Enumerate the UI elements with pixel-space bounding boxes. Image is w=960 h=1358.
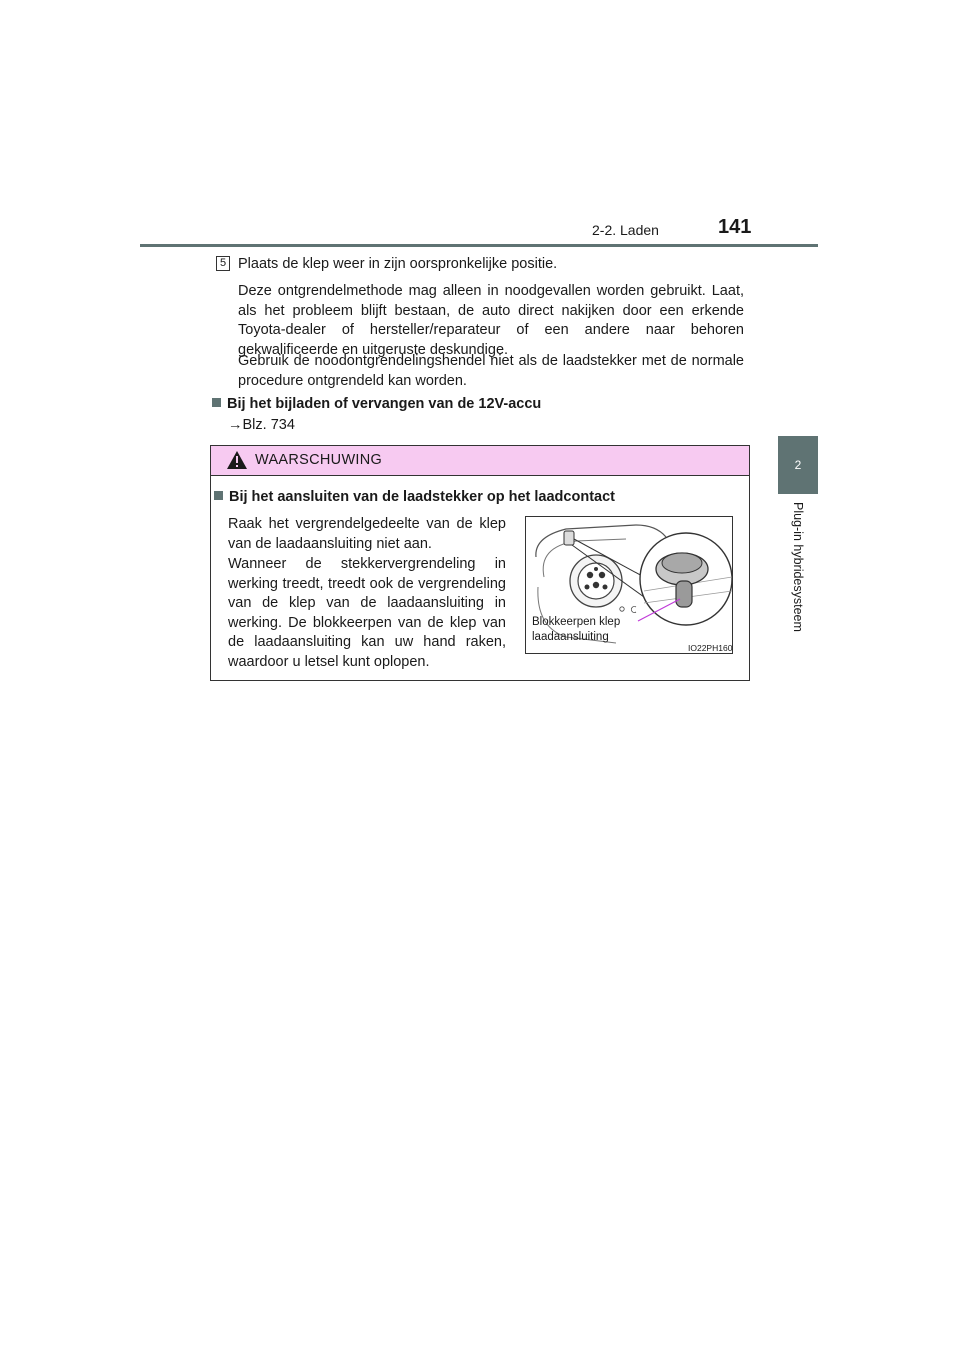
arrow-icon: → [228,417,243,433]
chapter-tab-label-text: Plug-in hybridesysteem [791,502,805,632]
figure-label [532,615,620,645]
bullet-square-icon [214,491,223,500]
warning-title: WAARSCHUWING [255,452,383,468]
header-rule [140,244,818,247]
bullet-heading-text: Bij het bijladen of vervangen van de 12V-accu [227,396,542,412]
warning-bullet-text: Bij het aansluiten van de laadstekker op het laadcontact [229,489,615,505]
page-reference [228,417,295,433]
warning-text-2: Wanneer de stekkervergrendeling in werking treedt, treedt ook de vergrendeling van de klep van de laadaansluiting in werking. De blokkeerpen van de klep van de laadaansluiting kan uw hand raken, waardoor u letsel kunt oplopen. [228,556,506,670]
paragraph-emergency-unlock: Deze ontgrendelmethode mag alleen in noodgevallen worden gebruikt. Laat, als het probleem blijft bestaan, de auto direct nakijken door een erkende Toyota-dealer of hersteller/reparateur of een andere naar behoren gekwalificeerde en uitgeruste deskundige. [238,283,744,358]
figure-label-line2: laadaansluiting [532,631,609,643]
section-label: 2-2. Laden [592,222,659,238]
page-number: 141 [718,216,752,238]
bullet-heading-12v [212,396,541,412]
figure-code: IO22PH160 [688,643,733,653]
figure-label-line1: Blokkeerpen klep [532,616,621,628]
chapter-tab-number: 2 [778,436,818,494]
page-reference-link[interactable]: Blz. 734 [242,417,295,433]
warning-text-1: Raak het vergrendelgedeelte van de klep van de laadaansluiting niet aan. [228,516,506,552]
warning-bullet-heading [214,489,615,505]
chapter-tab-label [786,502,810,662]
step-text: Plaats de klep weer in zijn oorspronkelijke positie. [238,256,558,272]
paragraph-lever-usage: Gebruik de noodontgrendelingshendel niet als de laadstekker met de normale procedure ontgrendeld kan worden. [238,353,744,389]
step-number-box: 5 [216,256,230,271]
warning-triangle-icon [226,450,248,475]
bullet-square-icon [212,398,221,407]
